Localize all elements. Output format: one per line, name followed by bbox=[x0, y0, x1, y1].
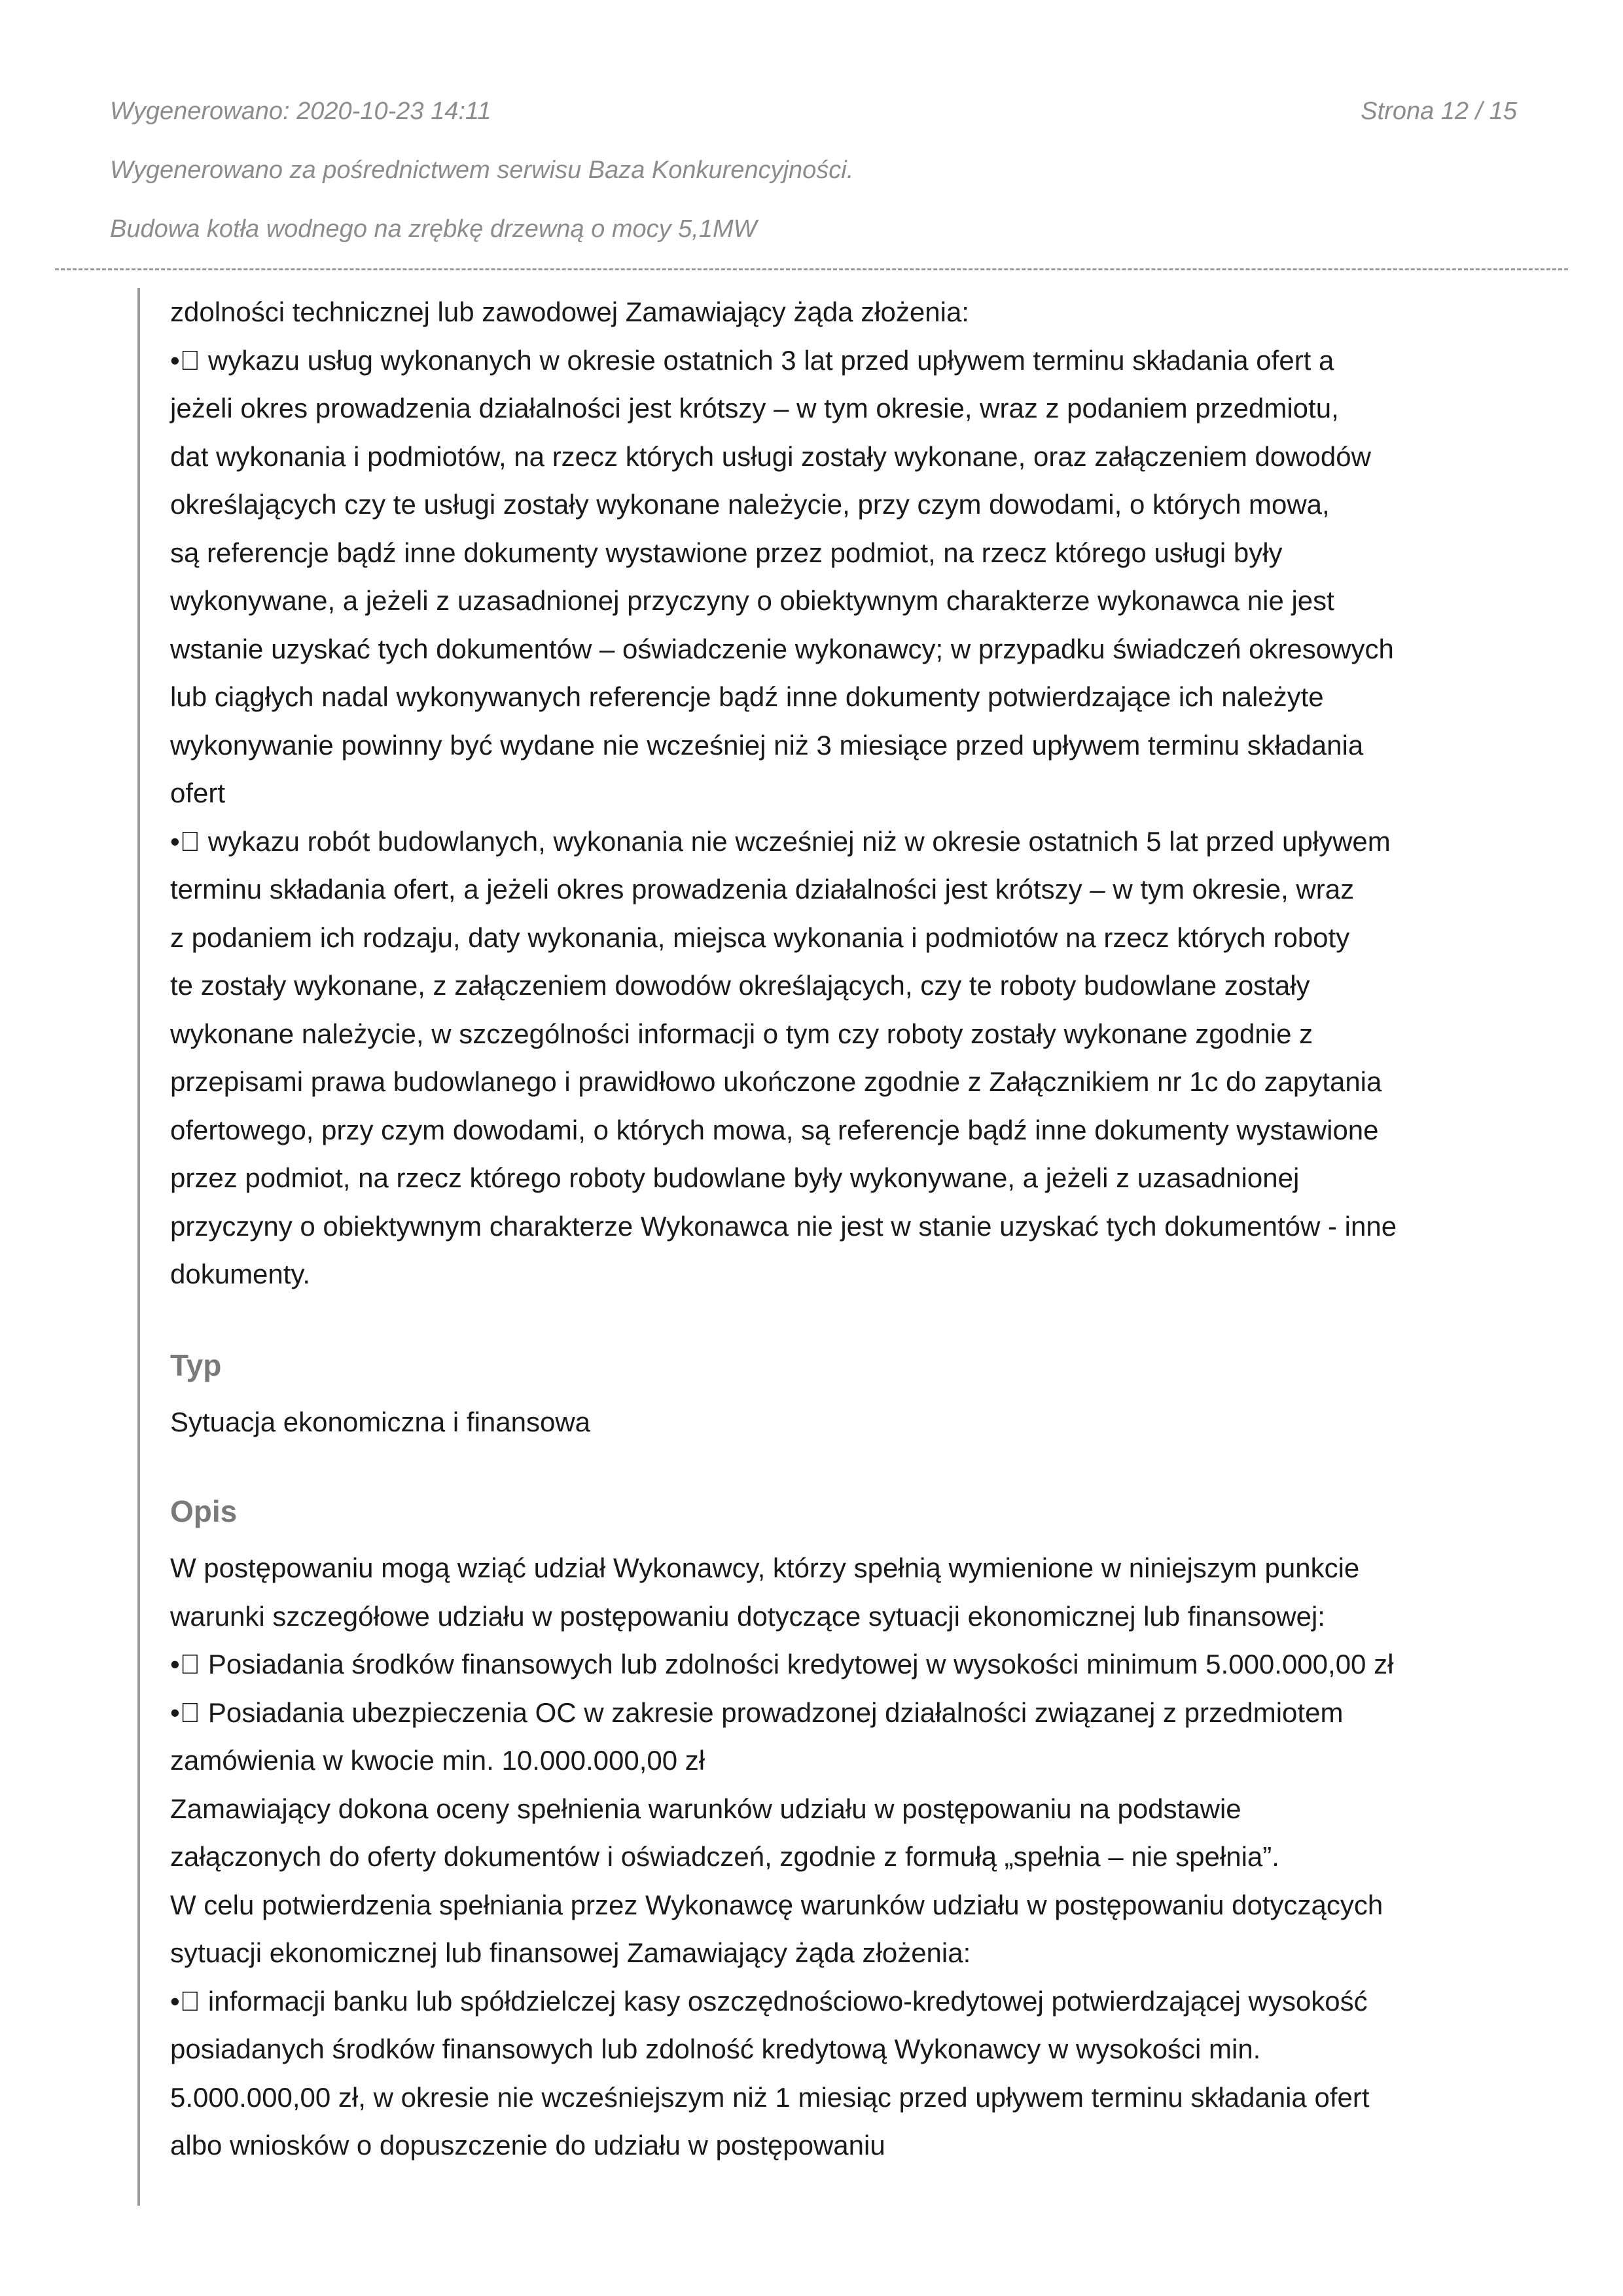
text-line: • wykazu usług wykonanych w okresie ostatnich 3 lat przed upływem terminu składania ofert a bbox=[170, 344, 1313, 376]
text-line: • informacji banku lub spółdzielczej kasy oszczędnościowo-kredytowej potwierdzającej wysokość bbox=[170, 1985, 1347, 2017]
text-line: terminu składania ofert, a jeżeli okres prowadzenia działalności jest krótszy – w tym okresie, wraz bbox=[170, 874, 1355, 905]
header-row-2 bbox=[110, 151, 1517, 209]
text-line: jeżeli okres prowadzenia działalności jest krótszy – w tym okresie, wraz z podaniem przedmiotu, bbox=[170, 393, 1339, 423]
text-line: lub ciągłych nadal wykonywanych referencje bądź inne dokumenty potwierdzające ich należyte bbox=[170, 681, 1324, 712]
generated-timestamp: Wygenerowano: 2020-10-23 14:11 bbox=[110, 98, 491, 125]
service-note: Wygenerowano za pośrednictwem serwisu Baza Konkurencyjności. bbox=[110, 156, 854, 184]
requirements-paragraph bbox=[170, 288, 1531, 1299]
text-line: dokumenty. bbox=[170, 1259, 310, 1289]
typ-heading: Typ bbox=[170, 1348, 222, 1382]
text-line: te zostały wykonane, z załączeniem dowodów określających, czy te roboty budowlane zostały bbox=[170, 970, 1310, 1001]
page-number: Strona 12 / 15 bbox=[1361, 98, 1517, 125]
text-line: zdolności technicznej lub zawodowej Zamawiający żąda złożenia: bbox=[170, 296, 969, 327]
text-line: dat wykonania i podmiotów, na rzecz których usługi zostały wykonane, oraz załączeniem dowodów bbox=[170, 440, 1371, 472]
text-line: posiadanych środków finansowych lub zdolność kredytową Wykonawcy w wysokości min. bbox=[170, 2034, 1261, 2064]
text-line: sytuacji ekonomicznej lub finansowej Zamawiający żąda złożenia: bbox=[170, 1937, 971, 1968]
header-row-3 bbox=[110, 209, 1517, 268]
text-line: przyczyny o obiektywnym charakterze Wykonawca nie jest w stanie uzyskać tych dokumentów - inne bbox=[170, 1210, 1397, 1242]
text-line: ofertowego, przy czym dowodami, o których mowa, są referencje bądź inne dokumenty wystawione bbox=[170, 1114, 1379, 1145]
text-line: załączonych do oferty dokumentów i oświadczeń, zgodnie z formułą „spełnia – nie spełnia”. bbox=[170, 1841, 1279, 1872]
text-line: • wykazu robót budowlanych, wykonania nie wcześniej niż w okresie ostatnich 5 lat przed upływem bbox=[170, 825, 1370, 857]
text-line: 5.000.000,00 zł, w okresie nie wcześniejszym niż 1 miesiąc przed upływem terminu składania ofert bbox=[170, 2081, 1370, 2113]
text-line: Zamawiający dokona oceny spełnienia warunków udziału w postępowaniu na podstawie bbox=[170, 1793, 1241, 1824]
text-line: wykonywane, a jeżeli z uzasadnionej przyczyny o obiektywnym charakterze wykonawca nie jest bbox=[170, 585, 1334, 616]
opis-heading: Opis bbox=[170, 1494, 238, 1528]
text-line: wykonywanie powinny być wydane nie wcześniej niż 3 miesiące przed upływem terminu składania bbox=[170, 729, 1364, 761]
text-line: W postępowaniu mogą wziąć udział Wykonawcy, którzy spełnią wymienione w niniejszym punkcie bbox=[170, 1552, 1360, 1583]
document-subject: Budowa kotła wodnego na zrębkę drzewną o mocy 5,1MW bbox=[110, 215, 757, 243]
typ-value: Sytuacja ekonomiczna i finansowa bbox=[170, 1406, 591, 1437]
text-line: z podaniem ich rodzaju, daty wykonania, miejsca wykonania i podmiotów na rzecz których roboty bbox=[170, 922, 1350, 953]
header-divider bbox=[55, 268, 1568, 270]
page-header bbox=[110, 92, 1517, 268]
opis-paragraph bbox=[170, 1544, 1531, 2170]
text-line: są referencje bądź inne dokumenty wystawione przez podmiot, na rzecz którego usługi były bbox=[170, 537, 1283, 568]
text-line: wykonane należycie, w szczególności informacji o tym czy roboty zostały wykonane zgodnie z bbox=[170, 1018, 1313, 1049]
text-line: • Posiadania środków finansowych lub zdolności kredytowej w wysokości minimum 5.000.000,00 zł bbox=[170, 1649, 1373, 1679]
text-line: wstanie uzyskać tych dokumentów – oświadczenie wykonawcy; w przypadku świadczeń okresowych bbox=[170, 633, 1394, 664]
content-block bbox=[137, 288, 1531, 2206]
text-line: przepisami prawa budowlanego i prawidłowo ukończone zgodnie z Załącznikiem nr 1c do zapytania bbox=[170, 1066, 1382, 1097]
text-line: W celu potwierdzenia spełniania przez Wykonawcę warunków udziału w postępowaniu dotyczących bbox=[170, 1889, 1383, 1920]
text-line: zamówienia w kwocie min. 10.000.000,00 zł bbox=[170, 1745, 705, 1776]
text-line: • Posiadania ubezpieczenia OC w zakresie prowadzonej działalności związanej z przedmiotem bbox=[170, 1696, 1323, 1728]
text-line: określających czy te usługi zostały wykonane należycie, przy czym dowodami, o których mowa, bbox=[170, 489, 1330, 520]
text-line: ofert bbox=[170, 778, 226, 808]
text-line: albo wniosków o dopuszczenie do udziału w postępowaniu bbox=[170, 2130, 885, 2161]
header-row-1 bbox=[110, 92, 1517, 151]
text-line: warunki szczegółowe udziału w postępowaniu dotyczące sytuacji ekonomicznej lub finansowej: bbox=[170, 1600, 1325, 1632]
text-line: przez podmiot, na rzecz którego roboty budowlane były wykonywane, a jeżeli z uzasadnionej bbox=[170, 1162, 1300, 1193]
